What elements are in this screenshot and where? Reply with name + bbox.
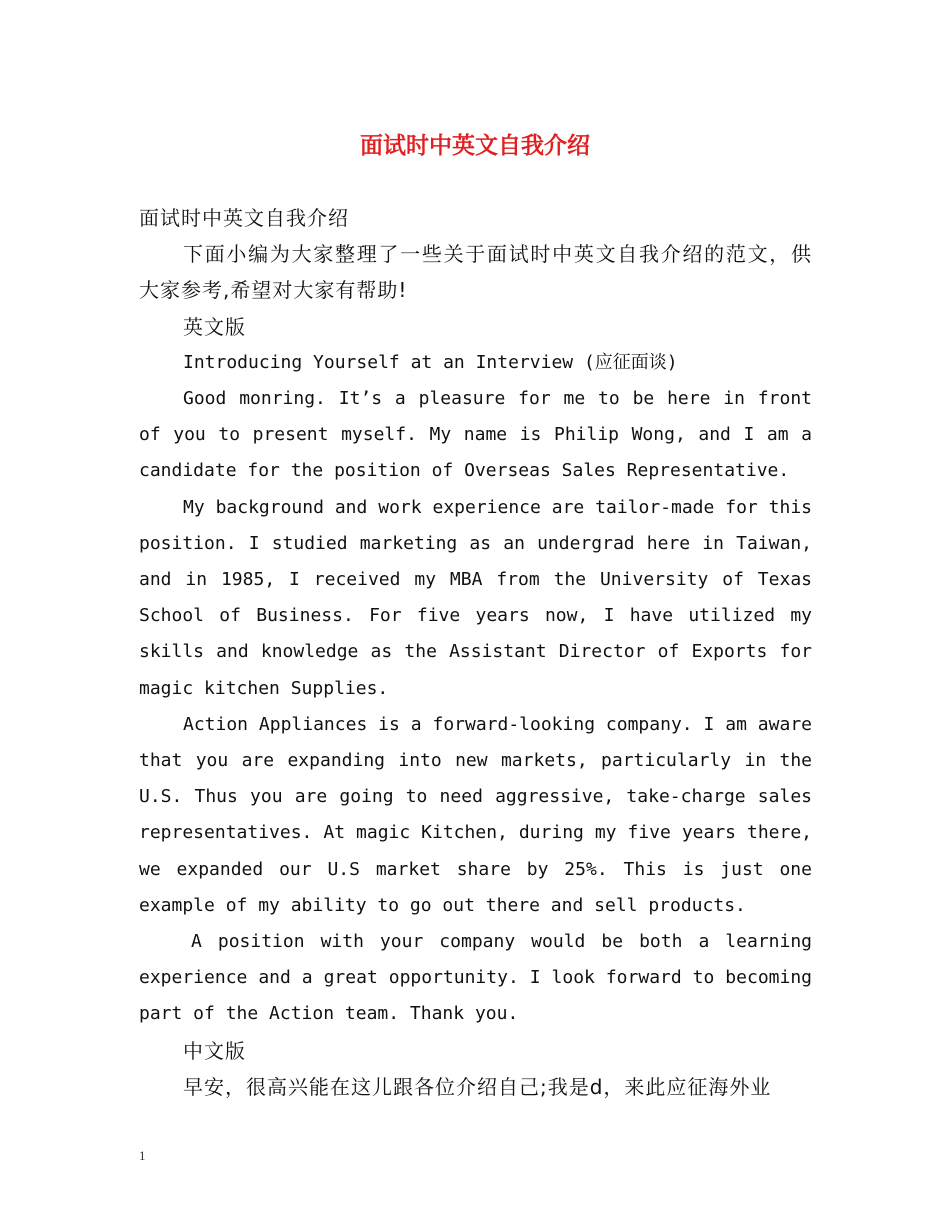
english-version-heading: 英文版 xyxy=(183,314,246,339)
document-title: 面试时中英文自我介绍 xyxy=(360,133,590,159)
interview-subtitle: Introducing Yourself at an Interview (应征面谈) xyxy=(183,351,678,373)
english-paragraph-1: Good monring. It’s a pleasure for me to be here in front of you to present myself. My name is Philip Wong, and I am a candidate for the position of Overseas Sales Representative. xyxy=(139,388,812,482)
english-paragraph-2: My background and work experience are tailor-made for this position. I studied marketing as an undergrad here in Taiwan, and in 1985, I received my MBA from the University of Texas School of Business. For five years now, I have utilized my skills and knowledge as the Assistant Director of Exports for magic kitchen Supplies. xyxy=(139,496,812,699)
english-paragraph-4: A position with your company would be both a learning experience and a great opportunity. I look forward to becoming part of the Action team. Thank you. xyxy=(139,931,812,1025)
english-paragraph-3: Action Appliances is a forward-looking company. I am aware that you are expanding into new markets, particularly in the U.S. Thus you are going to need aggressive, take-charge sales representatives. At magic Kitchen, during my five years there, we expanded our U.S market share by 25%. This is just one example of my ability to go out there and sell products. xyxy=(139,713,812,916)
section-heading: 面试时中英文自我介绍 xyxy=(139,206,349,230)
document-body xyxy=(139,200,812,1105)
intro-paragraph: 下面小编为大家整理了一些关于面试时中英文自我介绍的范文，供大家参考,希望对大家有帮助! xyxy=(139,242,812,303)
page-number: 1 xyxy=(139,1148,146,1163)
chinese-version-heading: 中文版 xyxy=(183,1038,246,1063)
chinese-paragraph-1: 早安，很高兴能在这儿跟各位介绍自己;我是d，来此应征海外业 xyxy=(183,1074,772,1099)
